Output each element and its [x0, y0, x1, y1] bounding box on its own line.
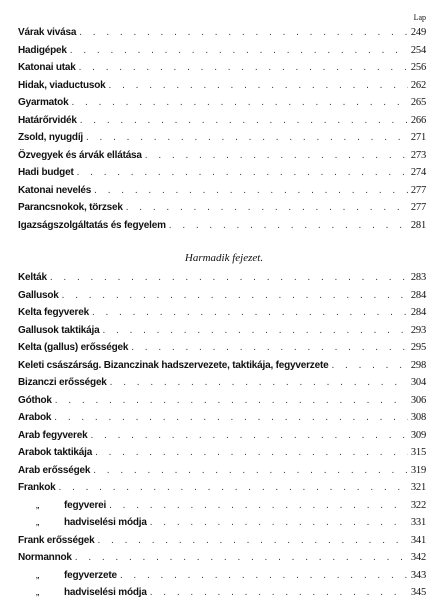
toc-entry: [18, 552, 426, 570]
toc-entry: [18, 167, 426, 185]
toc-entry-page-number: 306: [410, 394, 426, 406]
toc-entry-title: [18, 307, 89, 318]
toc-entry-title: [18, 377, 107, 388]
toc-entry-title: [18, 97, 68, 108]
toc-entry: [18, 342, 426, 360]
toc-entry-page-number: 281: [410, 219, 426, 231]
toc-entry-text: Frank erősségek: [18, 534, 95, 546]
toc-entry-text: Arabok taktikája: [18, 447, 93, 458]
dot-leader: [102, 325, 407, 336]
toc-entry-page-number: 319: [410, 464, 426, 476]
dot-leader: [120, 570, 408, 581]
dot-leader: [169, 220, 408, 231]
toc-entry-title: [18, 45, 67, 56]
toc-entry-text: Gyarmatok: [18, 97, 69, 108]
toc-entry-page-number: 345: [410, 587, 426, 598]
toc-entry-title: [18, 360, 328, 371]
toc-entry: [18, 62, 426, 80]
dot-leader: [109, 80, 408, 91]
toc-entry-text: Zsold, nyugdíj: [18, 132, 83, 143]
toc-entry: [18, 465, 426, 483]
toc-entry: [18, 377, 426, 395]
toc-entry-title: [18, 220, 166, 231]
toc-entry: [18, 447, 426, 465]
toc-entry: [18, 395, 426, 413]
toc-entry-page-number: 315: [410, 447, 426, 458]
toc-entry-text: Frankok: [18, 482, 56, 493]
toc-entry-title: [18, 412, 51, 423]
toc-entry-page-number: 262: [410, 79, 426, 91]
toc-entry: [18, 360, 426, 378]
toc-entry-title: [18, 587, 147, 598]
toc-entry-text: Hidak, viaductusok: [18, 79, 106, 91]
toc-entry-page-number: 343: [410, 569, 426, 581]
toc-entry-page-number: 265: [410, 97, 426, 108]
toc-entry-page-number: 293: [410, 324, 426, 336]
toc-entry-text: Bizanczi erősségek: [18, 377, 107, 388]
toc-entry-text: Gallusok taktikája: [18, 324, 100, 336]
dot-leader: [126, 202, 408, 213]
toc-entry: [18, 80, 426, 98]
toc-entry-text: Határőrvidék: [18, 114, 77, 126]
toc-entry-page-number: 273: [410, 149, 426, 161]
toc-entry-text: Normannok: [18, 552, 72, 563]
toc-entry-page-number: 254: [410, 44, 426, 56]
toc-entry-text: Hadi budget: [18, 167, 74, 178]
dot-leader: [92, 307, 408, 318]
toc-entry-text: Keleti császárság. Bizanczinak hadszervezete, taktikája, fegyverzete: [18, 359, 329, 371]
toc-entry-title: [18, 325, 99, 336]
toc-entry-text: hadviselési módja: [64, 517, 147, 528]
dot-leader: [95, 447, 408, 458]
toc-entry-title: [18, 150, 142, 161]
ditto-mark: „: [36, 587, 40, 598]
toc-entry: [18, 45, 426, 63]
dot-leader: [109, 500, 408, 511]
toc-entry-page-number: 341: [410, 534, 426, 546]
toc-entry-page-number: 271: [410, 132, 426, 143]
toc-entry-title: [18, 570, 117, 581]
toc-entry-title: [18, 552, 72, 563]
toc-entry-text: Góthok: [18, 394, 52, 406]
dot-leader: [86, 132, 408, 143]
toc-entry-text: Katonai nevelés: [18, 184, 92, 196]
dot-leader: [79, 62, 408, 73]
toc-entry: [18, 27, 426, 45]
toc-entry: [18, 587, 426, 605]
toc-entry-page-number: 277: [410, 202, 426, 213]
toc-entry-page-number: 274: [410, 167, 426, 178]
toc-entry-page-number: 284: [410, 307, 426, 318]
toc-entry: [18, 202, 426, 220]
toc-section-2: [18, 272, 426, 605]
dot-leader: [75, 552, 408, 563]
toc-entry-text: fegyverei: [64, 499, 107, 511]
dot-leader: [110, 377, 408, 388]
toc-entry-page-number: 256: [410, 62, 426, 73]
toc-entry-text: Várak vivása: [18, 27, 77, 38]
toc-entry-page-number: 342: [410, 552, 426, 563]
page-column-header: Lap: [413, 13, 426, 22]
toc-entry-text: Igazságszolgáltatás és fegyelem: [18, 219, 166, 231]
toc-entry-title: [18, 465, 90, 476]
toc-entry: [18, 412, 426, 430]
toc-entry-title: [18, 80, 106, 91]
dot-leader: [90, 430, 407, 441]
dot-leader: [62, 290, 408, 301]
toc-entry: [18, 325, 426, 343]
toc-entry-text: Gallusok: [18, 289, 59, 301]
toc-entry-title: [18, 62, 76, 73]
dot-leader: [79, 27, 408, 38]
dot-leader: [94, 185, 408, 196]
ditto-mark: „: [36, 517, 40, 528]
dot-leader: [59, 482, 408, 493]
toc-entry: [18, 132, 426, 150]
ditto-mark: „: [36, 499, 40, 511]
toc-entry-text: fegyverzete: [64, 569, 117, 581]
toc-entry: [18, 272, 426, 290]
dot-leader: [54, 412, 408, 423]
toc-entry: [18, 220, 426, 238]
toc-entry-text: Kelta fegyverek: [18, 307, 89, 318]
toc-entry-page-number: 266: [410, 114, 426, 126]
dot-leader: [98, 535, 408, 546]
toc-entry-text: Katonai utak: [18, 62, 76, 73]
toc-entry-title: [18, 272, 47, 283]
toc-entry-text: Arab erősségek: [18, 464, 91, 476]
toc-entry-title: [18, 517, 147, 528]
toc-entry-page-number: 321: [410, 482, 426, 493]
dot-leader: [150, 517, 408, 528]
toc-entry-page-number: 331: [410, 517, 426, 528]
toc-entry-title: [18, 447, 92, 458]
toc-entry-text: Özvegyek és árvák ellátása: [18, 149, 142, 161]
toc-entry: [18, 430, 426, 448]
dot-leader: [71, 97, 407, 108]
dot-leader: [150, 587, 408, 598]
dot-leader: [55, 395, 408, 406]
toc-entry: [18, 535, 426, 553]
toc-entry-title: [18, 167, 74, 178]
toc-entry: [18, 500, 426, 518]
toc-entry-title: [18, 500, 106, 511]
toc-entry-text: Kelták: [18, 272, 47, 283]
toc-entry: [18, 115, 426, 133]
toc-entry-page-number: 284: [410, 289, 426, 301]
toc-entry-page-number: 322: [410, 499, 426, 511]
toc-entry-title: [18, 115, 77, 126]
dot-leader: [80, 115, 408, 126]
chapter-heading: Harmadik fejezet.: [184, 252, 264, 264]
toc-entry-page-number: 298: [410, 359, 426, 371]
toc-entry-page-number: 249: [410, 27, 426, 38]
dot-leader: [331, 360, 407, 371]
toc-entry: [18, 185, 426, 203]
toc-entry-text: Arab fegyverek: [18, 429, 88, 441]
toc-entry-title: [18, 535, 95, 546]
toc-entry-title: [18, 482, 56, 493]
toc-entry: [18, 150, 426, 168]
toc-entry: [18, 290, 426, 308]
toc-entry-page-number: 309: [410, 429, 426, 441]
toc-entry-page-number: 277: [410, 184, 426, 196]
toc-entry: [18, 482, 426, 500]
toc-entry-text: Parancsnokok, törzsek: [18, 202, 123, 213]
toc-entry-text: hadviselési módja: [64, 587, 147, 598]
toc-entry-text: Hadigépek: [18, 44, 67, 56]
ditto-mark: „: [36, 569, 40, 581]
dot-leader: [77, 167, 408, 178]
dot-leader: [70, 45, 408, 56]
toc-entry-title: [18, 342, 128, 353]
toc-entry-page-number: 295: [410, 342, 426, 353]
dot-leader: [93, 465, 408, 476]
toc-entry: [18, 97, 426, 115]
toc-entry-title: [18, 202, 123, 213]
toc-entry-title: [18, 185, 91, 196]
toc-entry-title: [18, 290, 59, 301]
toc-entry-title: [18, 27, 76, 38]
toc-entry-title: [18, 132, 83, 143]
toc-entry: [18, 307, 426, 325]
toc-entry-text: Arabok: [18, 412, 52, 423]
toc-entry-text: Kelta (gallus) erősségek: [18, 342, 129, 353]
toc-section-1: [18, 27, 426, 237]
dot-leader: [145, 150, 408, 161]
toc-entry: [18, 570, 426, 588]
toc-entry-page-number: 283: [410, 272, 426, 283]
dot-leader: [131, 342, 408, 353]
toc-entry-title: [18, 395, 52, 406]
dot-leader: [50, 272, 408, 283]
toc-entry-page-number: 308: [410, 412, 426, 423]
toc-entry: [18, 517, 426, 535]
toc-entry-title: [18, 430, 87, 441]
toc-entry-page-number: 304: [410, 377, 426, 388]
